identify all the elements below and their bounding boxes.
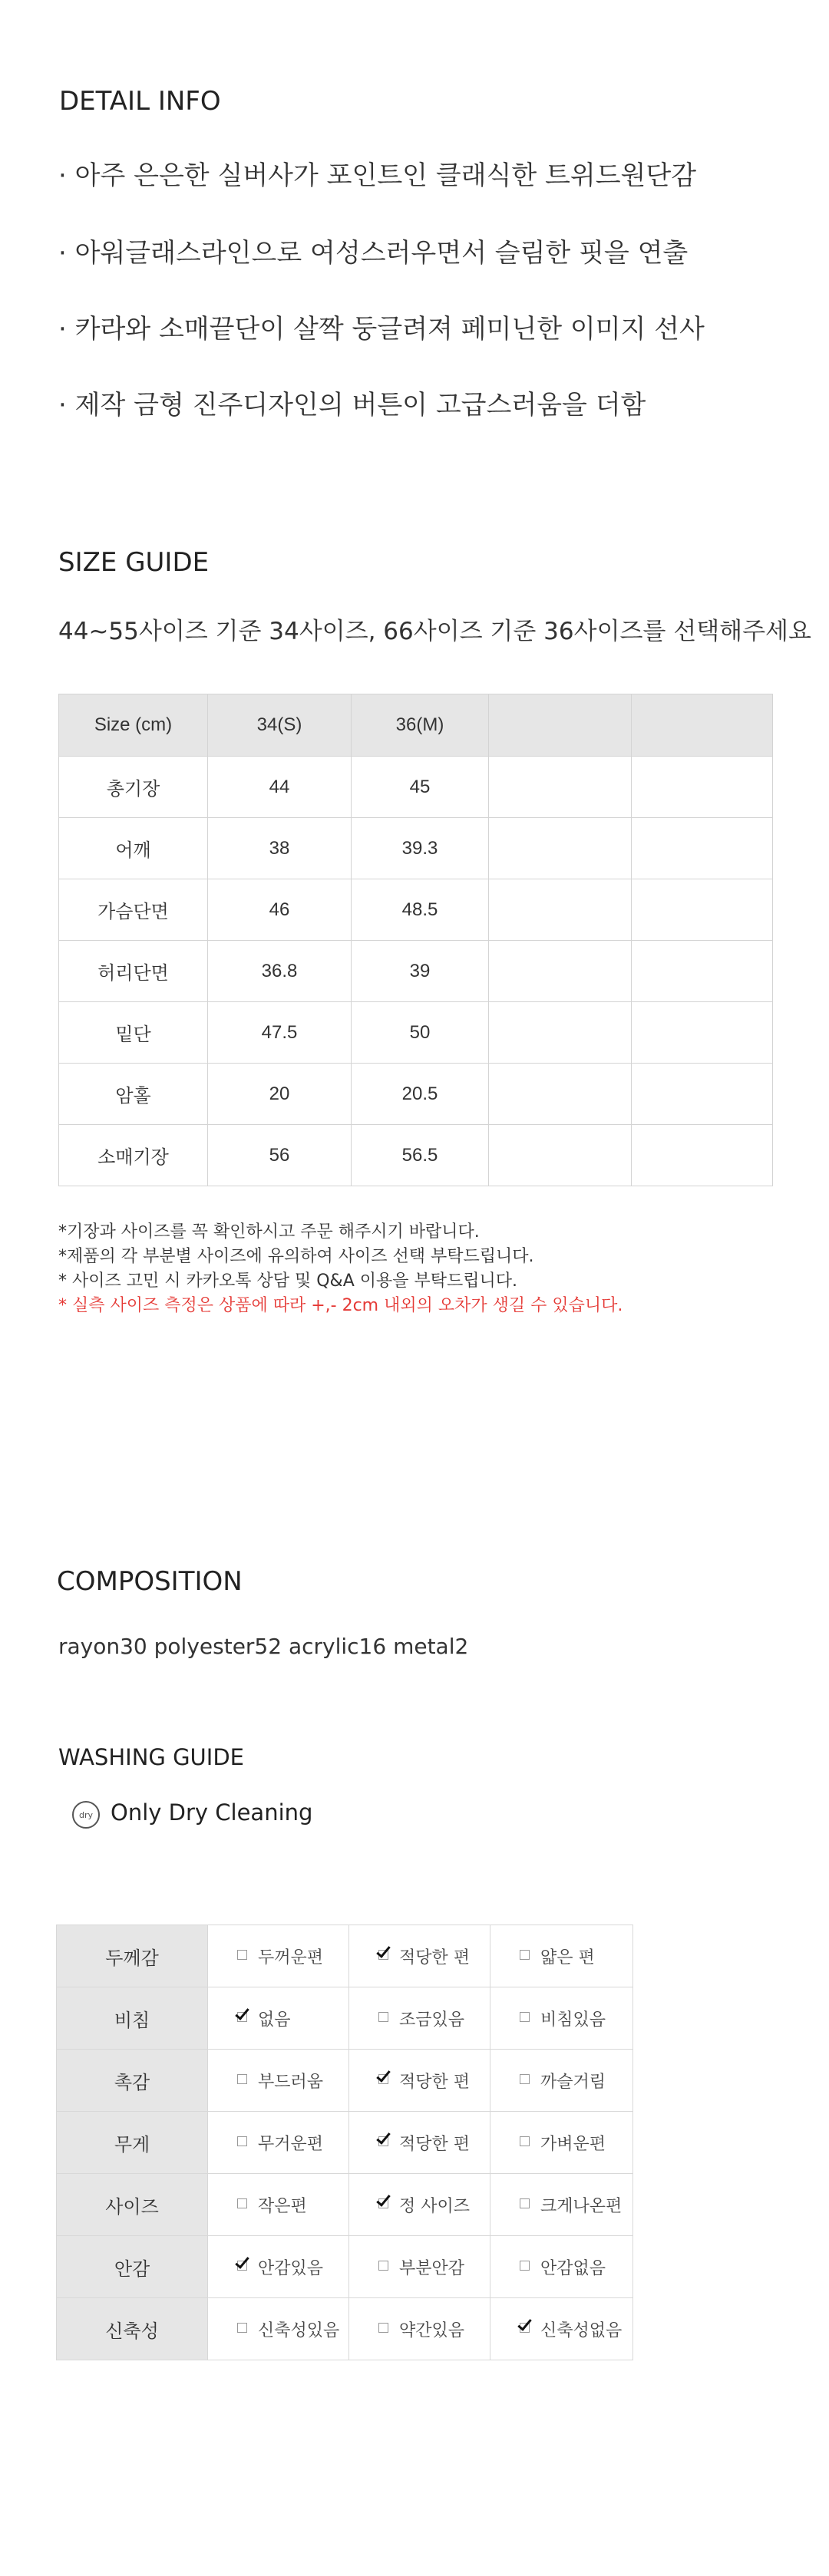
size-note: *기장과 사이즈를 꼭 확인하시고 주문 해주시기 바랍니다. [58,1222,480,1242]
size-guide-title: SIZE GUIDE [58,547,210,578]
attr-option: 없음 [208,1987,349,2050]
checkbox-checked-icon [237,2012,247,2022]
checkbox-icon [237,1950,247,1960]
size-cell [489,757,632,818]
size-row-label: 소매기장 [59,1125,208,1186]
checkbox-icon [237,2074,247,2084]
size-cell [632,941,773,1002]
composition-text: rayon30 polyester52 acrylic16 metal2 [58,1634,469,1659]
size-row-label: 가슴단면 [59,879,208,941]
attr-label: 안감 [57,2236,208,2298]
size-cell [632,1064,773,1125]
checkbox-icon [520,2136,530,2146]
size-cell: 56.5 [352,1125,489,1186]
attr-option: 가벼운편 [490,2112,633,2174]
checkbox-icon [520,2261,530,2271]
attr-option: 적당한 편 [349,2050,490,2112]
checkbox-checked-icon [237,2261,247,2271]
checkbox-icon [237,2198,247,2208]
attr-option: 조금있음 [349,1987,490,2050]
size-cell [632,1125,773,1186]
size-cell: 56 [208,1125,352,1186]
attr-option: 두꺼운편 [208,1925,349,1987]
detail-info-title: DETAIL INFO [59,86,221,117]
size-notes [58,1220,623,1318]
attr-option: 정 사이즈 [349,2174,490,2236]
size-warning-note: * 실측 사이즈 측정은 상품에 따라 +,- 2cm 내외의 오차가 생길 수 있습니다. [58,1296,623,1315]
size-cell [489,1125,632,1186]
size-note: * 사이즈 고민 시 카카오톡 상담 및 Q&A 이용을 부탁드립니다. [58,1272,517,1291]
fabric-attribute-table [56,1925,633,2360]
detail-item: · 제작 금형 진주디자인의 버튼이 고급스러움을 더함 [58,390,646,421]
size-row-label: 허리단면 [59,941,208,1002]
attr-label: 사이즈 [57,2174,208,2236]
size-header-cell: Size (cm) [59,694,208,757]
size-cell: 20 [208,1064,352,1125]
size-table-header-row [59,694,773,757]
attr-option: 안감있음 [208,2236,349,2298]
size-cell [489,941,632,1002]
size-header-cell: 34(S) [208,694,352,757]
size-cell [632,818,773,879]
checkbox-icon [520,2074,530,2084]
attr-option: 작은편 [208,2174,349,2236]
checkbox-checked-icon [378,1950,388,1960]
size-guide-intro: 44~55사이즈 기준 34사이즈, 66사이즈 기준 36사이즈를 선택해주세요 [58,618,811,645]
dry-clean-icon-text: dry [78,1809,93,1820]
size-cell: 47.5 [208,1002,352,1064]
size-cell: 50 [352,1002,489,1064]
attr-option: 부분안감 [349,2236,490,2298]
checkbox-icon [520,2012,530,2022]
size-cell: 46 [208,879,352,941]
table-row [57,2174,633,2236]
attr-option: 안감없음 [490,2236,633,2298]
table-row [57,1987,633,2050]
table-row [59,818,773,879]
attr-option: 적당한 편 [349,1925,490,1987]
size-cell: 45 [352,757,489,818]
table-row [57,2112,633,2174]
attr-option: 까슬거림 [490,2050,633,2112]
table-row [57,2236,633,2298]
attr-label: 비침 [57,1987,208,2050]
table-row [59,1064,773,1125]
attr-option: 얇은 편 [490,1925,633,1987]
attr-label: 신축성 [57,2298,208,2360]
size-cell: 39 [352,941,489,1002]
size-cell [489,1064,632,1125]
size-cell [489,1002,632,1064]
attr-label: 무게 [57,2112,208,2174]
size-cell: 48.5 [352,879,489,941]
detail-item: · 아워글래스라인으로 여성스러우면서 슬림한 핏을 연출 [58,238,689,269]
attr-label: 촉감 [57,2050,208,2112]
size-cell: 36.8 [208,941,352,1002]
checkbox-checked-icon [520,2323,530,2333]
size-cell [632,1002,773,1064]
checkbox-icon [237,2136,247,2146]
size-header-cell: 36(M) [352,694,489,757]
dry-clean-icon [72,1801,100,1829]
checkbox-icon [378,2012,388,2022]
checkbox-checked-icon [378,2136,388,2146]
checkbox-icon [378,2261,388,2271]
table-row [59,757,773,818]
size-cell [632,757,773,818]
dry-cleaning-text: Only Dry Cleaning [111,1799,313,1826]
size-header-cell [489,694,632,757]
table-row [59,879,773,941]
size-cell: 20.5 [352,1064,489,1125]
attr-option: 신축성있음 [208,2298,349,2360]
checkbox-checked-icon [378,2074,388,2084]
size-cell [489,879,632,941]
checkbox-icon [520,1950,530,1960]
size-header-cell [632,694,773,757]
detail-item: · 카라와 소매끝단이 살짝 둥글려져 페미닌한 이미지 선사 [58,314,705,345]
size-note: *제품의 각 부분별 사이즈에 유의하여 사이즈 선택 부탁드립니다. [58,1247,534,1266]
attr-option: 무거운편 [208,2112,349,2174]
table-row [57,2298,633,2360]
checkbox-icon [520,2198,530,2208]
size-row-label: 어깨 [59,818,208,879]
size-cell [489,818,632,879]
size-cell: 44 [208,757,352,818]
table-row [59,941,773,1002]
attr-option: 비침있음 [490,1987,633,2050]
size-cell: 38 [208,818,352,879]
attr-label: 두께감 [57,1925,208,1987]
size-table [58,694,773,1186]
attr-option: 부드러움 [208,2050,349,2112]
table-row [57,1925,633,1987]
attr-option: 크게나온편 [490,2174,633,2236]
size-row-label: 총기장 [59,757,208,818]
table-row [59,1125,773,1186]
table-row [59,1002,773,1064]
size-cell [632,879,773,941]
size-cell: 39.3 [352,818,489,879]
detail-item: · 아주 은은한 실버사가 포인트인 클래식한 트위드원단감 [58,160,697,191]
table-row [57,2050,633,2112]
checkbox-icon [237,2323,247,2333]
size-row-label: 밑단 [59,1002,208,1064]
composition-title: COMPOSITION [57,1566,243,1597]
checkbox-icon [378,2323,388,2333]
attr-option: 약간있음 [349,2298,490,2360]
size-row-label: 암홀 [59,1064,208,1125]
attr-option: 적당한 편 [349,2112,490,2174]
attr-option: 신축성없음 [490,2298,633,2360]
checkbox-checked-icon [378,2198,388,2208]
washing-guide-title: WASHING GUIDE [58,1744,244,1770]
